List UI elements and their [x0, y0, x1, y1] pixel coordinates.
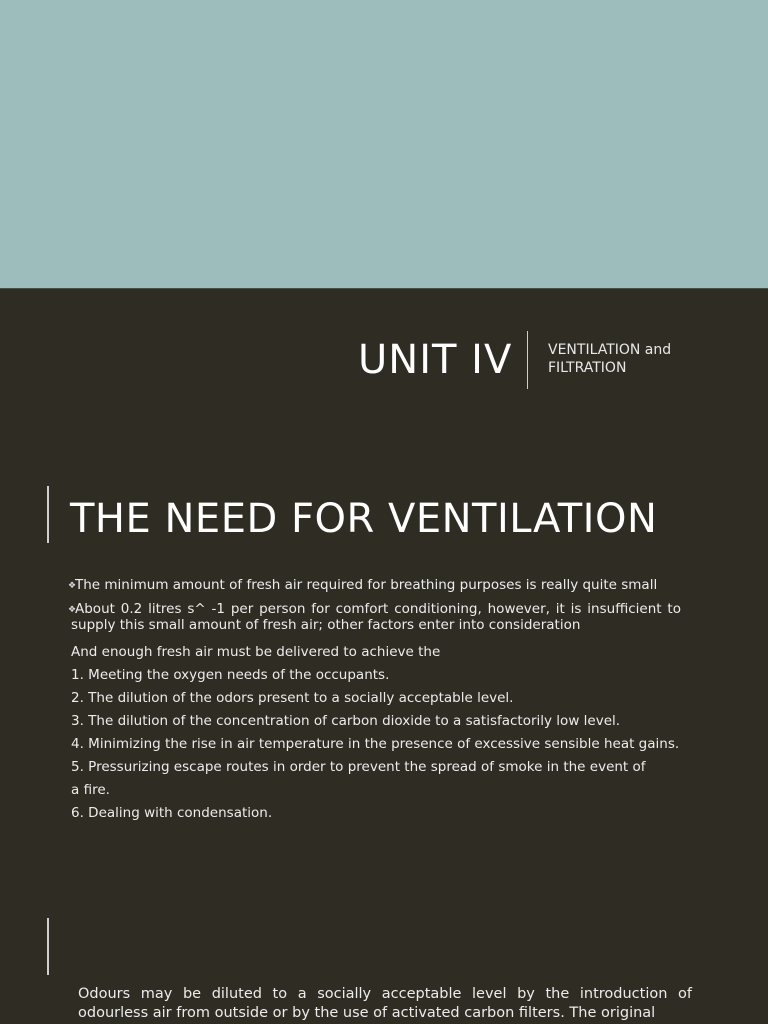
diamond-bullet-icon: ❖ — [68, 605, 77, 615]
accent-bar — [47, 918, 49, 975]
slide-header-band — [0, 0, 768, 289]
bullet-text: The minimum amount of fresh air required for breathing purposes is really quite small — [75, 577, 658, 593]
list-item: 6. Dealing with condensation. — [71, 805, 273, 821]
slide-divider — [0, 288, 768, 289]
paragraph: Odours may be diluted to a socially acceptable level by the introduction of odourless air from outside or by the use of activated carbon filters. The original — [78, 986, 692, 1021]
unit-subtitle: VENTILATION and FILTRATION — [548, 342, 672, 376]
bullet-item — [68, 601, 681, 633]
bullet-text: About 0.2 litres s^ -1 per person for comfort conditioning, however, it is insufficient to supply this small amount of fresh air; other factors enter into consideration — [71, 601, 681, 633]
bullet-item — [68, 577, 681, 594]
unit-title: UNIT IV — [358, 337, 513, 383]
slide-body — [68, 577, 681, 825]
title-divider — [527, 331, 528, 389]
list-item: 5. Pressurizing escape routes in order to prevent the spread of smoke in the event of a fire. — [71, 759, 646, 798]
list-item: 1. Meeting the oxygen needs of the occupants. — [71, 667, 390, 683]
list-item: 2. The dilution of the odors present to a socially acceptable level. — [71, 690, 514, 706]
intro-line: And enough fresh air must be delivered to achieve the — [71, 644, 441, 660]
list-item: 3. The dilution of the concentration of carbon dioxide to a satisfactorily low level. — [71, 713, 621, 729]
section-title: THE NEED FOR VENTILATION — [70, 496, 658, 542]
accent-bar — [47, 486, 49, 543]
list-item: 4. Minimizing the rise in air temperature in the presence of excessive sensible heat gains. — [71, 736, 680, 752]
diamond-bullet-icon: ❖ — [68, 581, 77, 591]
